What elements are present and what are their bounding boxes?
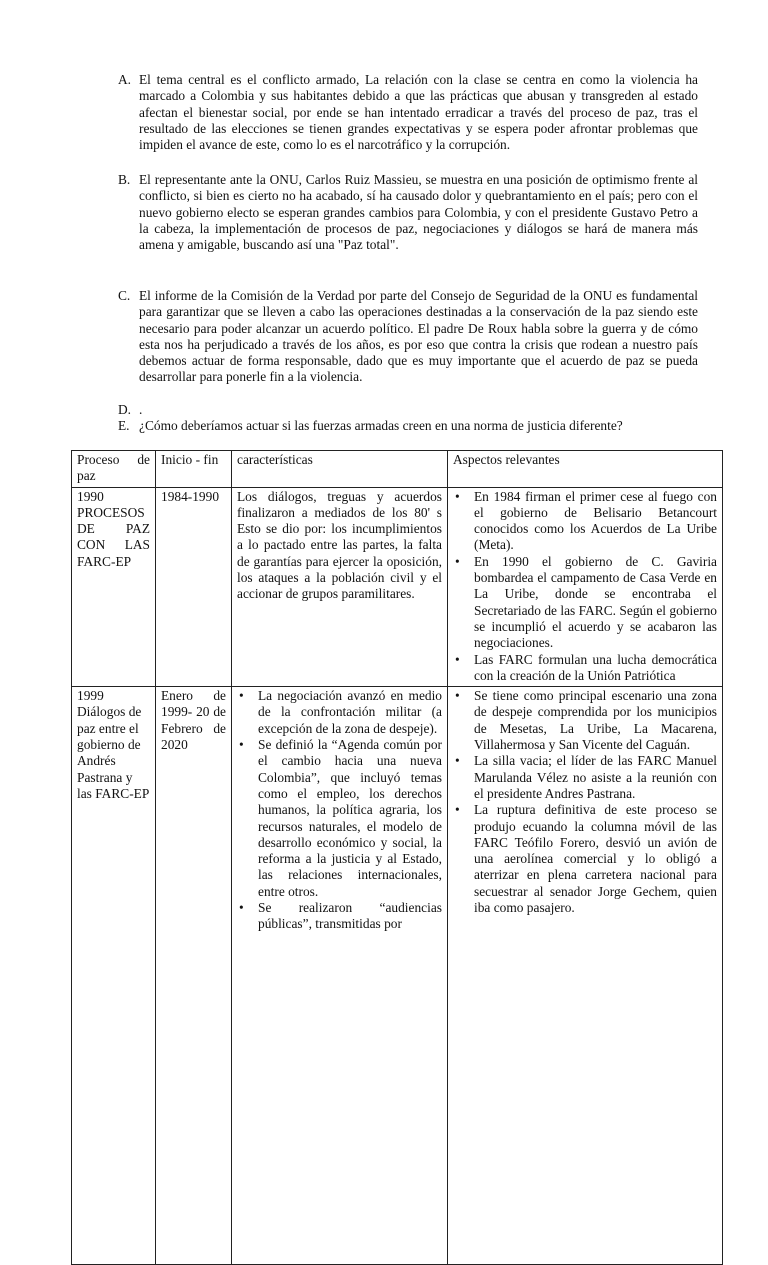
list-item-text: El representante ante la ONU, Carlos Ruiz Massieu, se muestra en una posición de optimismo frente al conflicto, si bien es cierto no ha acabado, sí ha causado dolor y quebrantamiento en el país; pero con el nuevo gobierno electo se esperan grandes cambios para Colombia, y con el presidente Gustavo Petro a la cabeza, la implementación de procesos de paz, negociaciones y diálogos se hará de manera más amena y amigable, buscando así una "Paz total". xyxy=(139,172,698,253)
header-aspectos: Aspectos relevantes xyxy=(448,451,723,488)
bullet-item: • En 1984 firman el primer cese al fuego con el gobierno de Belisario Betancourt conocidos como los Acuerdos de La Uribe (Meta). xyxy=(453,489,717,554)
cell-caracteristicas xyxy=(232,687,448,1265)
peace-process-table xyxy=(71,450,723,1265)
bullet-list xyxy=(453,688,717,916)
list-marker: C. xyxy=(118,288,131,303)
cell-inicio: 1984-1990 xyxy=(156,487,232,687)
header-inicio: Inicio - fin xyxy=(156,451,232,488)
table-header-row xyxy=(72,451,723,488)
list-item-a xyxy=(118,72,698,153)
bullet-item: • Se tiene como principal escenario una zona de despeje comprendida por los municipios de Mesetas, La Uribe, La Macarena, Villahermosa y San Vicente del Caguán. xyxy=(453,688,717,753)
list-item-text: El tema central es el conflicto armado, La relación con la clase se centra en como la violencia ha marcado a Colombia y sus habitantes debido a que las prácticas que abusan y transgreden al estado afectan el bienestar social, por ende se han intentado erradicar a través del proceso de paz, tras el resultado de las elecciones se tienen grandes expectativas y se espera poder afrontar problemas que impiden el avance de este, como lo es el narcotráfico y la corrupción. xyxy=(139,72,698,153)
table-row xyxy=(72,687,723,1265)
bullet-item: • La negociación avanzó en medio de la confrontación militar (a excepción de la zona de despeje). xyxy=(237,688,442,737)
list-item-text: ¿Cómo deberíamos actuar si las fuerzas armadas creen en una norma de justicia diferente? xyxy=(139,418,623,433)
list-marker: D. xyxy=(118,402,132,417)
list-item-e xyxy=(118,418,698,434)
cell-proceso: 1999 Diálogos de paz entre el gobierno de Andrés Pastrana y las FARC-EP xyxy=(72,687,156,1265)
cell-aspectos xyxy=(448,487,723,687)
bullet-item: • La silla vacia; el líder de las FARC Manuel Marulanda Vélez no asiste a la reunión con el presidente Andres Pastrana. xyxy=(453,753,717,802)
list-item-text: El informe de la Comisión de la Verdad por parte del Consejo de Seguridad de la ONU es fundamental para garantizar que se lleven a cabo las operaciones destinadas a la conservación de la paz siendo este necesario para poder alcanzar un acuerdo político. El padre De Roux habla sobre la guerra y de cómo esta nos ha perjudicado a través de los años, es por eso que contra la crisis que rodean a nuestro país debemos actuar de forma responsable, dado que es muy importante que el acuerdo de paz se pueda desarrollar para ponerle fin a la violencia. xyxy=(139,288,698,385)
header-caracteristicas: características xyxy=(232,451,448,488)
cell-aspectos xyxy=(448,687,723,1265)
cell-inicio: Enero de 1999- 20 de Febrero de 2020 xyxy=(156,687,232,1265)
header-proceso: Proceso de paz xyxy=(72,451,156,488)
list-item-b xyxy=(118,172,698,253)
list-marker: B. xyxy=(118,172,131,187)
bullet-list xyxy=(237,688,442,932)
list-item-d xyxy=(118,402,698,418)
bullet-item: • Se definió la “Agenda común por el cambio hacia una nueva Colombia”, que incluyó temas como el empleo, los derechos humanos, la política agraria, los recursos naturales, el modelo de desarrollo económico y social, la reforma a la justicia y al Estado, las relaciones internacionales, entre otros. xyxy=(237,737,442,900)
bullet-item: • En 1990 el gobierno de C. Gaviria bombardea el campamento de Casa Verde en La Uribe, donde se encontraba el Secretariado de las FARC. Según el gobierno se incumplió el acuerdo y se acabaron las negociaciones. xyxy=(453,554,717,652)
list-item-text: . xyxy=(139,402,143,417)
bullet-item: • Se realizaron “audiencias públicas”, transmitidas por xyxy=(237,900,442,933)
bullet-list xyxy=(453,489,717,685)
cell-proceso: 1990 PROCESOS DE PAZ CON LAS FARC-EP xyxy=(72,487,156,687)
bullet-item: • La ruptura definitiva de este proceso se produjo ecuando la columna móvil de las FARC Teófilo Forero, desvió un avión de una aerolínea comercial y lo obligó a aterrizar en plena carretera nacional para secuestrar al senador Jorge Gechem, quien iba como pasajero. xyxy=(453,802,717,916)
list-item-c xyxy=(118,288,698,386)
bullet-item: • Las FARC formulan una lucha democrática con la creación de la Unión Patriótica xyxy=(453,652,717,685)
cell-clip xyxy=(237,688,442,1262)
cell-caracteristicas: Los diálogos, treguas y acuerdos finalizaron a mediados de los 80' s Esto se dio por: los incumplimientos a lo pactado entre las partes, la falta de garantías para ejercer la oposición, los ataques a la población civil y el accionar de grupos paramilitares. xyxy=(232,487,448,687)
list-marker: E. xyxy=(118,418,130,433)
table-row xyxy=(72,487,723,687)
list-marker: A. xyxy=(118,72,132,87)
